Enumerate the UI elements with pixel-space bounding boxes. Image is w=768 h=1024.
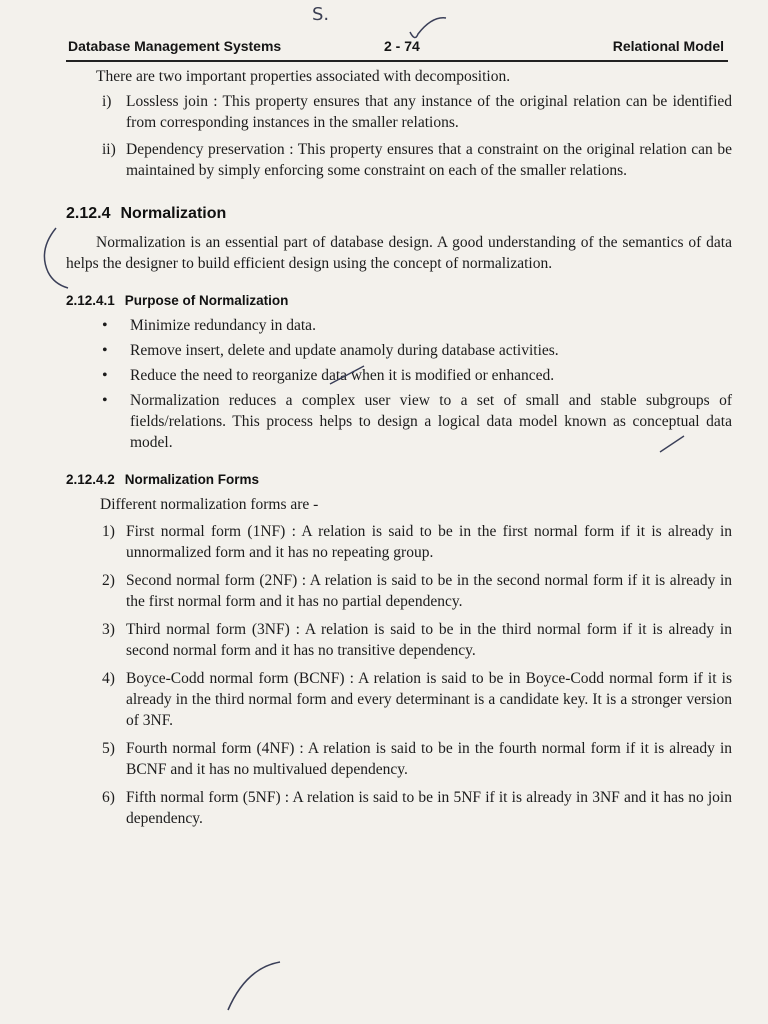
- subsection-title: Purpose of Normalization: [124, 293, 289, 308]
- property-item: [66, 139, 732, 181]
- form-text: Second normal form (2NF) : A relation is said to be in the second normal form if it is already in the first normal form and it has no partial dependency.: [126, 572, 732, 610]
- normal-form-item: [66, 668, 732, 731]
- checkmark-icon: [410, 18, 446, 38]
- normal-form-item: [66, 570, 732, 612]
- purpose-bullet: [66, 390, 732, 453]
- purpose-bullet: [66, 365, 732, 386]
- header-book-title: Database Management Systems: [68, 38, 282, 54]
- subsection-number: 2.12.4.2: [66, 472, 115, 487]
- property-number: i): [102, 93, 112, 110]
- normal-form-item: [66, 521, 732, 563]
- subsection-heading: [66, 290, 732, 311]
- purpose-text: Normalization reduces a complex user view to a set of small and stable subgroups of fields/relations. This process helps to design a logical data model known as conceptual data model.: [130, 392, 732, 451]
- property-item: [66, 91, 732, 133]
- form-text: Fifth normal form (5NF) : A relation is said to be in 5NF if it is already in 3NF and it has no join dependency.: [126, 789, 732, 827]
- bullet-icon: •: [102, 342, 108, 359]
- margin-bracket-icon: [44, 228, 68, 288]
- purpose-text: Minimize redundancy in data.: [130, 317, 316, 334]
- curve-stroke-icon: [228, 962, 280, 1010]
- normal-form-item: [66, 787, 732, 829]
- form-text: First normal form (1NF) : A relation is said to be in the first normal form if it is already in unnormalized form and it has no repeating group.: [126, 523, 732, 561]
- form-number: 2): [102, 572, 115, 589]
- purpose-bullet: [66, 315, 732, 336]
- normalization-paragraph: Normalization is an essential part of database design. A good understanding of the semantics of data helps the designer to build efficient design using the concept of normalization.: [66, 234, 732, 272]
- purpose-text: Reduce the need to reorganize data when it is modified or enhanced.: [130, 367, 555, 384]
- property-text: Dependency preservation : This property ensures that a constraint on the original relation can be maintained by simply enforcing some constraint on each of the smaller relations.: [126, 141, 732, 179]
- subsection-number: 2.12.4.1: [66, 293, 115, 308]
- handwritten-margin-note: S.: [312, 4, 330, 25]
- form-number: 1): [102, 523, 115, 540]
- bullet-icon: •: [102, 392, 108, 409]
- header-page-number: 2 - 74: [384, 38, 420, 54]
- subsection-heading: [66, 469, 732, 490]
- normal-form-item: [66, 738, 732, 780]
- forms-intro: Different normalization forms are -: [100, 496, 319, 513]
- page-body: [66, 66, 732, 836]
- form-text: Boyce-Codd normal form (BCNF) : A relation is said to be in Boyce-Codd normal form if it is already in the third normal form and every determinant is a candidate key. It is a stronger version of 3NF.: [126, 670, 732, 729]
- header-chapter-title: Relational Model: [612, 38, 724, 54]
- form-text: Fourth normal form (4NF) : A relation is said to be in the fourth normal form if it is already in BCNF and it has no multivalued dependency.: [126, 740, 732, 778]
- form-number: 6): [102, 789, 115, 806]
- form-text: Third normal form (3NF) : A relation is said to be in the third normal form if it is already in second normal form and it has no transitive dependency.: [126, 621, 732, 659]
- section-number: 2.12.4: [66, 205, 111, 222]
- decomposition-intro: There are two important properties associated with decomposition.: [96, 68, 511, 85]
- form-number: 5): [102, 740, 115, 757]
- normal-form-item: [66, 619, 732, 661]
- form-number: 3): [102, 621, 115, 638]
- section-title: Normalization: [120, 205, 227, 222]
- subsection-title: Normalization Forms: [124, 472, 260, 487]
- section-heading: [66, 203, 732, 224]
- purpose-bullet: [66, 340, 732, 361]
- bullet-icon: •: [102, 367, 108, 384]
- page-header: [66, 36, 728, 62]
- property-number: ii): [102, 141, 116, 158]
- form-number: 4): [102, 670, 115, 687]
- bullet-icon: •: [102, 317, 108, 334]
- purpose-text: Remove insert, delete and update anamoly during database activities.: [130, 342, 559, 359]
- property-text: Lossless join : This property ensures that any instance of the original relation can be identified from corresponding instances in the smaller relations.: [126, 93, 732, 131]
